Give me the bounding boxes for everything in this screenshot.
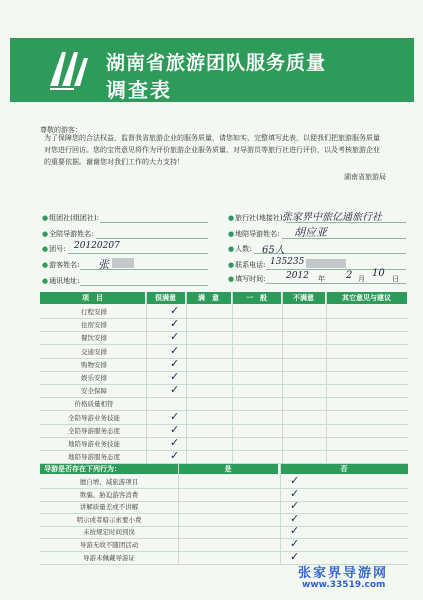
very-satisfied-checkbox[interactable]: ✓ — [170, 436, 180, 449]
rating-column-divider — [146, 292, 147, 464]
rating-header-3: 一 般 — [232, 292, 281, 304]
rating-row-label: 全陪导游业务技能 — [68, 413, 120, 422]
local-guide-field: ●地陪导游姓名: — [228, 230, 280, 238]
rating-row-label: 地陪导游服务态度 — [68, 453, 120, 462]
behavior-no-checkbox[interactable]: ✓ — [290, 549, 300, 563]
guide-behavior-label: 明示或者暗示索要小费 — [76, 515, 142, 524]
local-guide-value[interactable]: 胡应亚 — [294, 226, 327, 239]
date-day[interactable]: 10 — [372, 268, 385, 279]
address-field: ●通讯地址: — [42, 277, 80, 285]
behavior-no-checkbox[interactable]: ✓ — [290, 499, 300, 513]
behavior-no-checkbox[interactable]: ✓ — [290, 474, 300, 487]
rating-row-label: 地陪导游业务技能 — [68, 440, 120, 448]
very-satisfied-checkbox[interactable]: ✓ — [170, 356, 180, 370]
guide-behavior-label: 未按规定时间到岗 — [83, 528, 135, 537]
guide-column-divider — [280, 464, 281, 564]
rating-column-divider — [282, 292, 283, 464]
guide-table-no-header: 否 — [280, 464, 408, 474]
page-title: 湖南省旅游团队服务质量 — [106, 52, 327, 74]
rating-row-label: 安全保障 — [81, 387, 107, 396]
guide-behavior-label: 导游无故不随团活动 — [79, 541, 139, 549]
tourism-logo-icon — [44, 46, 92, 94]
very-satisfied-checkbox[interactable]: ✓ — [170, 304, 180, 317]
rating-row-label: 交通安排 — [81, 347, 107, 356]
phone-field: ●联系电话: — [228, 261, 266, 269]
date-field: ●填写时间: — [228, 275, 266, 283]
tour-guide-line — [96, 238, 208, 239]
behavior-no-checkbox[interactable]: ✓ — [290, 511, 300, 525]
greeting-text: 尊敬的游客： — [40, 126, 82, 134]
guide-table-question-header: 导游是否存在下列行为： — [40, 464, 178, 474]
very-satisfied-checkbox[interactable]: ✓ — [170, 370, 180, 383]
phone-value[interactable]: 135235 — [270, 257, 305, 267]
intro-paragraph: 为了保障您的合法权益，监督我省旅游企业的服务质量，请您如实、完整填写此表，以便我们把旅游服务质量对您进行回访。您的宝贵意见将作为评价旅游企业服务质量、对导游员等旅行社进行评价，以及考核旅游企业的重要依据。谢谢您对我们工作的大力支持！ — [44, 134, 380, 166]
behavior-no-checkbox[interactable]: ✓ — [290, 537, 300, 550]
rating-header-0: 项 目 — [40, 292, 145, 304]
date-line — [266, 283, 406, 284]
rating-row-label: 购物安排 — [81, 360, 107, 369]
rating-row-label: 娱乐安排 — [81, 374, 107, 382]
address-line — [80, 285, 208, 286]
group-no-line — [68, 253, 208, 254]
rating-header-1: 很满意 — [146, 292, 185, 304]
rating-row-label: 行程安排 — [81, 308, 107, 316]
behavior-no-checkbox[interactable]: ✓ — [290, 524, 300, 538]
rating-column-divider — [186, 292, 187, 464]
very-satisfied-checkbox[interactable]: ✓ — [170, 383, 180, 397]
headcount-value[interactable]: 65人 — [262, 245, 285, 256]
rating-row-label: 价格质量相符 — [74, 400, 114, 409]
rating-row-label: 住宿安排 — [81, 321, 107, 330]
guide-behavior-label: 欺骗、胁迫游客消费 — [79, 490, 139, 499]
guide-column-divider — [178, 464, 179, 564]
guide-behavior-label: 擅自增、减旅游项目 — [79, 478, 139, 486]
date-day-unit: 日 — [392, 275, 399, 283]
agency-group-line — [100, 222, 208, 223]
very-satisfied-checkbox[interactable]: ✓ — [170, 422, 180, 436]
page-subtitle: 调查表 — [106, 78, 172, 102]
behavior-no-checkbox[interactable]: ✓ — [290, 486, 300, 500]
guide-behavior-label: 导游未佩戴导游证 — [83, 553, 135, 562]
rating-header-5: 其它意见与建议 — [326, 292, 407, 304]
very-satisfied-checkbox[interactable]: ✓ — [170, 317, 180, 331]
visitor-name-field: ●游客姓名: — [42, 261, 80, 269]
rating-row-label: 餐饮安排 — [81, 334, 107, 343]
watermark-url: www.33519.com — [302, 580, 386, 590]
group-no-field: ●团号: — [42, 245, 66, 253]
rating-column-divider — [326, 292, 327, 464]
very-satisfied-checkbox[interactable]: ✓ — [170, 409, 180, 423]
tour-guide-field: ●全陪导游姓名: — [42, 230, 94, 238]
agency-local-field: ●旅行社(地接社): — [228, 214, 285, 222]
group-no-value[interactable]: 20120207 — [74, 241, 120, 251]
headcount-field: ●人数: — [228, 245, 252, 253]
issuer-signature: 湖南省旅游局 — [344, 173, 386, 181]
watermark-title: 张家界导游网 — [298, 566, 389, 581]
rating-header-2: 满 意 — [186, 292, 231, 304]
phone-line — [266, 269, 406, 270]
very-satisfied-checkbox[interactable]: ✓ — [170, 330, 180, 344]
guide-table-yes-header: 是 — [178, 464, 278, 474]
agency-local-value[interactable]: 张家界中旅亿通旅行社 — [282, 212, 382, 223]
rating-row-label: 全陪导游服务态度 — [68, 426, 120, 435]
date-year-unit: 年 — [318, 275, 325, 283]
redaction-block — [306, 259, 346, 268]
date-month[interactable]: 2 — [346, 270, 353, 281]
rating-header-4: 不满意 — [282, 292, 325, 304]
date-year[interactable]: 2012 — [286, 271, 309, 281]
guide-behavior-label: 讲解质量差或不讲解 — [79, 503, 139, 512]
agency-group-field: ●组团社(组团社): — [42, 214, 99, 222]
very-satisfied-checkbox[interactable]: ✓ — [170, 449, 180, 463]
very-satisfied-checkbox[interactable]: ✓ — [170, 343, 180, 357]
visitor-name-value[interactable]: 张 — [98, 258, 109, 271]
rating-column-divider — [232, 292, 233, 464]
redaction-block — [112, 258, 134, 268]
date-month-unit: 月 — [358, 275, 365, 283]
